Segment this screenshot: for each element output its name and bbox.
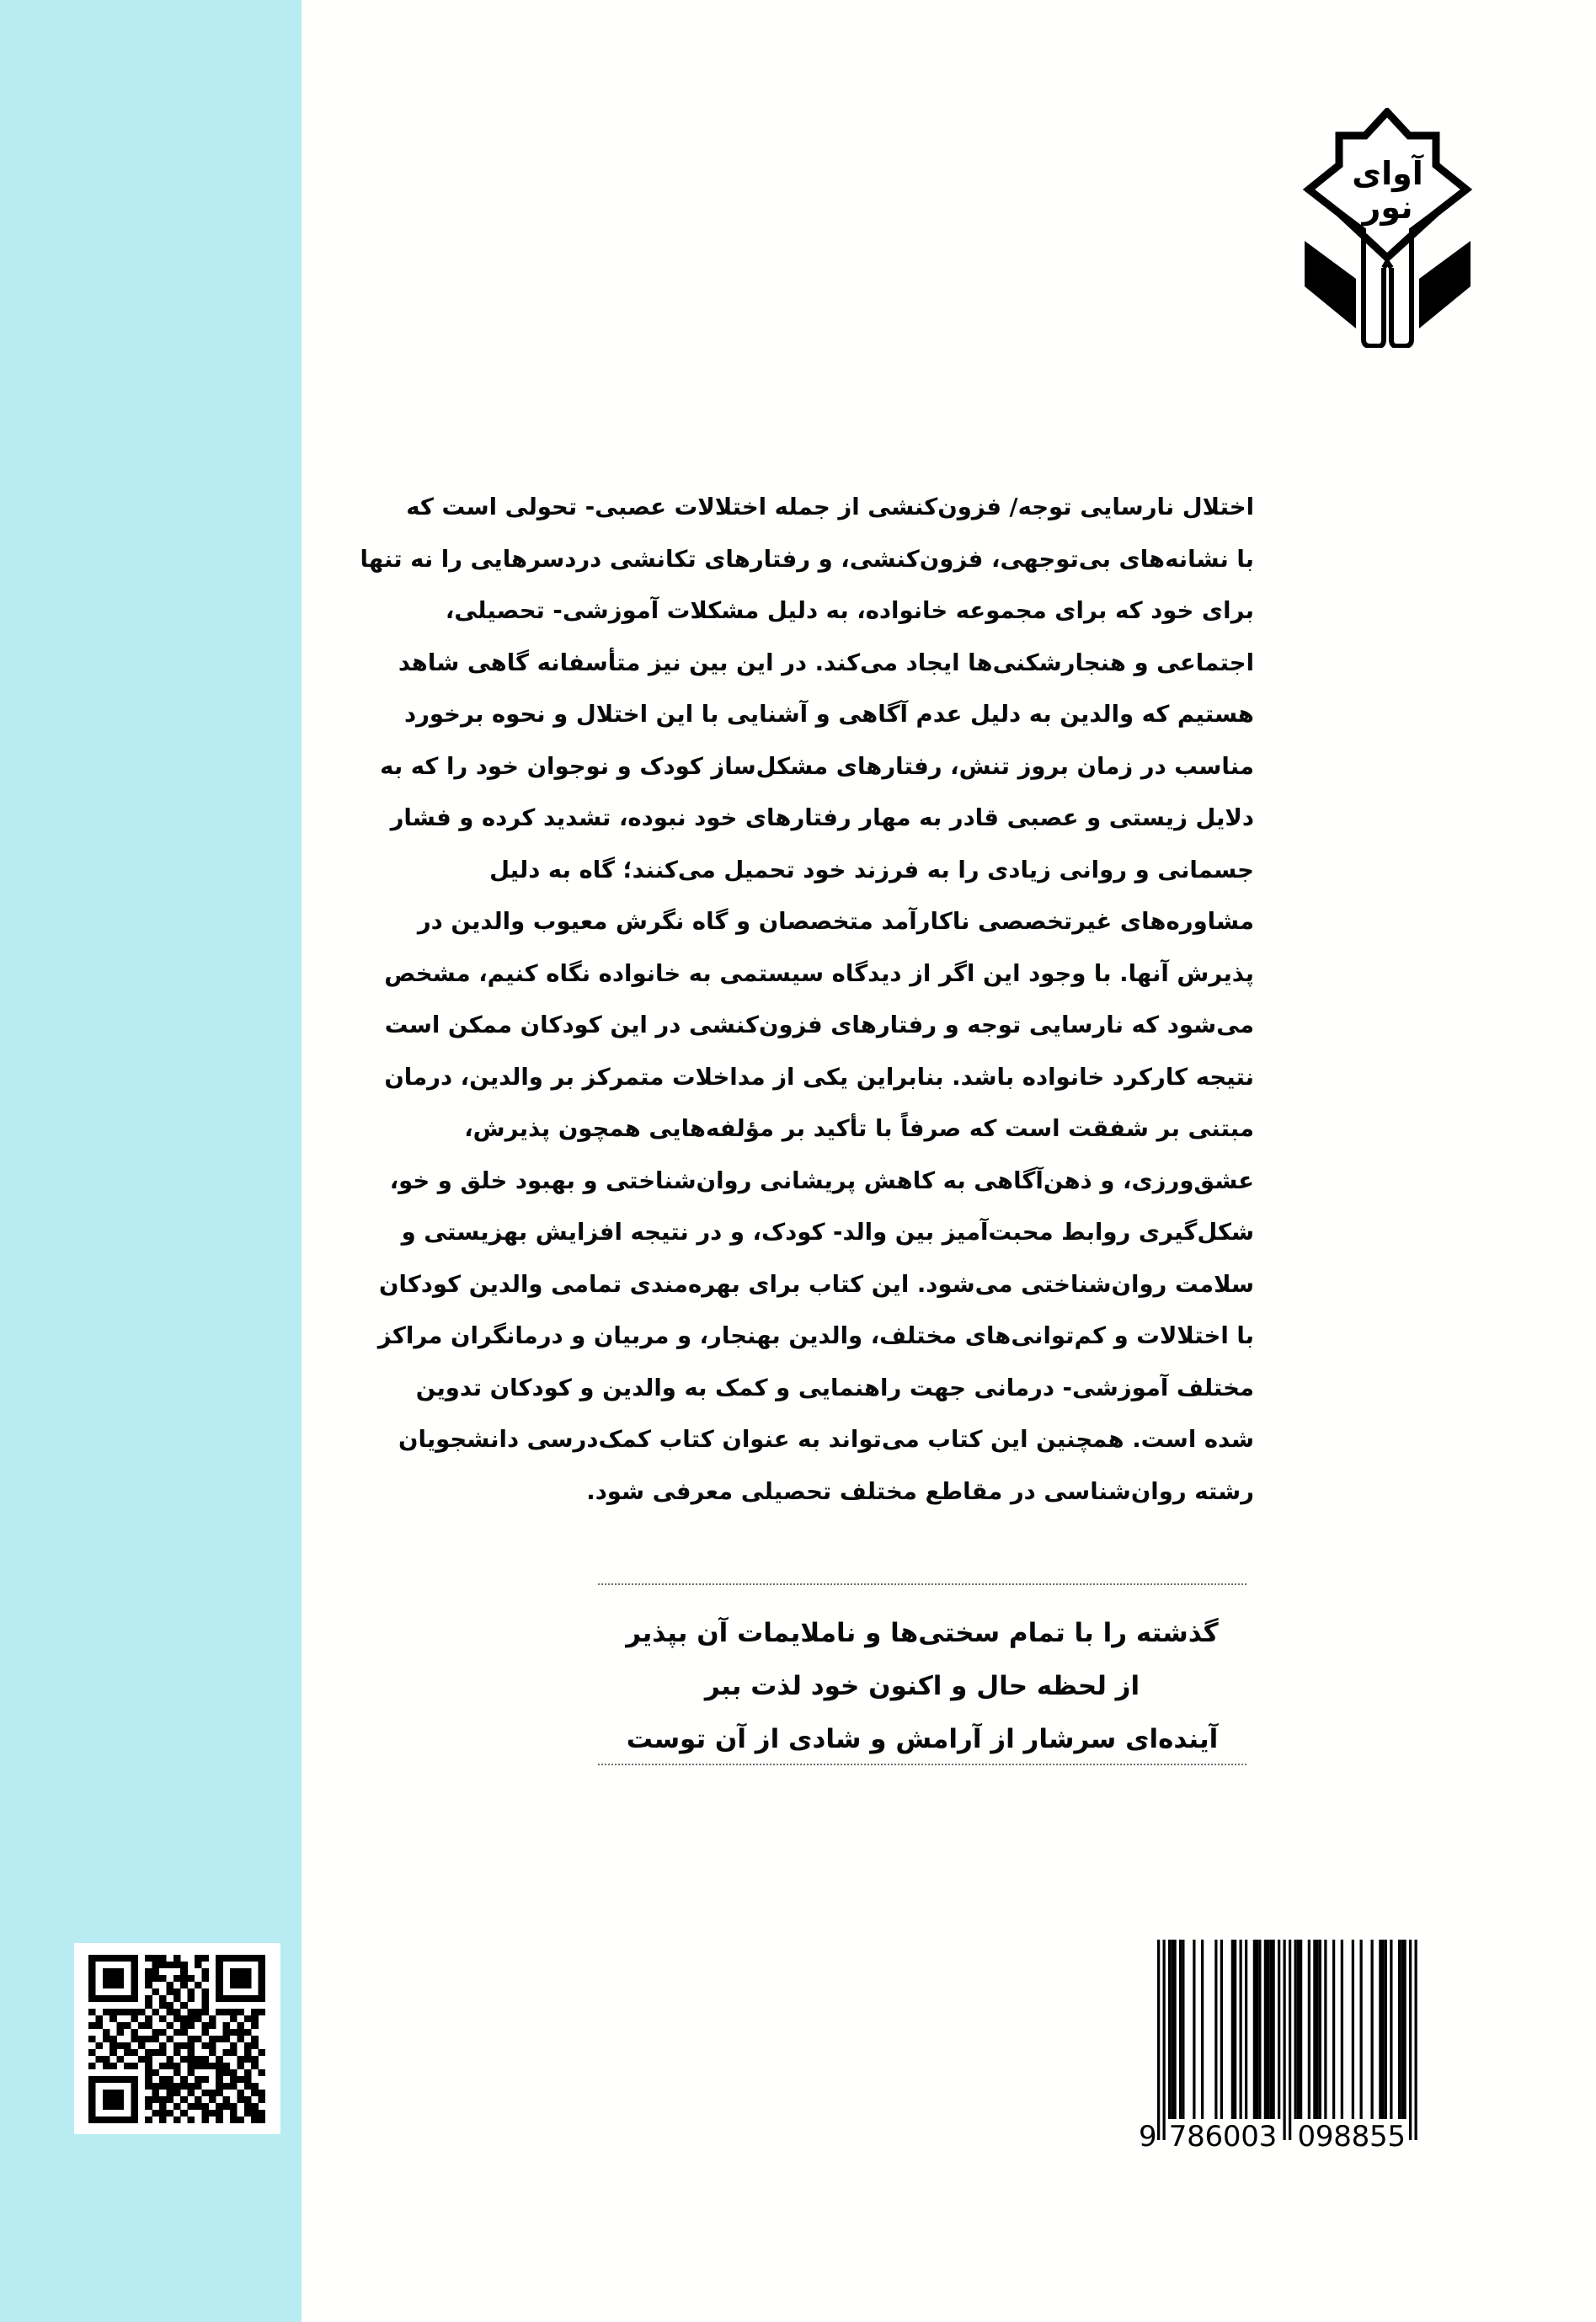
blurb-line: نتیجه کارکرد خانواده باشد. بنابراین یکی از مداخلات متمرکز بر والدین، درمان	[384, 1063, 1254, 1091]
qr-code-icon	[88, 1955, 265, 2123]
blurb-line: اختلال نارسایی توجه/ فزون‌کنشی از جمله اختلالات عصبی- تحولی است که	[406, 494, 1254, 520]
quote-line: از لحظه حال و اکنون خود لذت ببر	[704, 1671, 1140, 1701]
blurb-line: مبتنی بر شفقت است که صرفاً با تأکید بر مؤلفه‌هایی همچون پذیرش،	[464, 1115, 1254, 1142]
publisher-logo-text	[1301, 157, 1474, 224]
blurb-line: جسمانی و روانی زیادی را به فرزند خود تحمیل می‌کنند؛ گاه به دلیل	[489, 856, 1254, 883]
svg-text:786003: 786003	[1168, 2120, 1278, 2154]
book-star-logo-icon	[1301, 108, 1474, 348]
quote-rule-bottom	[598, 1764, 1246, 1765]
blurb-line: شده است. همچنین این کتاب می‌تواند به عنوان کتاب کمک‌درسی دانشجویان	[398, 1426, 1254, 1453]
publisher-logo	[1301, 108, 1474, 348]
blurb-line: عشق‌ورزی، و ذهن‌آگاهی به کاهش پریشانی روان‌شناختی و بهبود خلق و خو،	[389, 1166, 1254, 1194]
blurb-line: رشته روان‌شناسی در مقاطع مختلف تحصیلی معرفی شود.	[586, 1477, 1254, 1505]
blurb-line: مناسب در زمان بروز تنش، رفتارهای مشکل‌ساز کودک و نوجوان خود را که به	[380, 752, 1254, 780]
svg-text:098855: 098855	[1297, 2120, 1406, 2154]
logo-line-2: نور	[1362, 189, 1413, 226]
quote-line: آینده‌ای سرشار از آرامش و شادی از آن توست	[626, 1724, 1219, 1754]
back-cover-blurb	[360, 482, 1254, 1518]
blurb-line: پذیرش آنها. با وجود این اگر از دیدگاه سیستمی به خانواده نگاه کنیم، مشخص	[384, 959, 1254, 987]
logo-line-1: آوای	[1352, 155, 1423, 192]
blurb-line: دلایل زیستی و عصبی قادر به مهار رفتارهای خود نبوده، تشدید کرده و فشار	[390, 804, 1254, 831]
blurb-line: مشاوره‌های غیرتخصصی ناکارآمد متخصصان و گاه نگرش معیوب والدین در	[417, 908, 1254, 935]
blurb-line: سلامت روان‌شناختی می‌شود. این کتاب برای بهره‌مندی تمامی والدین کودکان	[379, 1270, 1254, 1298]
blurb-line: شکل‌گیری روابط محبت‌آمیز بین والد- کودک، و در نتیجه افزایش بهزیستی و	[401, 1219, 1254, 1246]
barcode-icon	[1120, 1937, 1440, 2156]
quote-box	[598, 1583, 1246, 1765]
isbn-barcode	[1120, 1937, 1440, 2156]
blurb-line: مختلف آموزشی- درمانی جهت راهنمایی و کمک به والدین و کودکان تدوین	[415, 1374, 1254, 1401]
quote-line: گذشته را با تمام سختی‌ها و ناملایمات آن بپذیر	[626, 1618, 1219, 1648]
svg-text:9: 9	[1139, 2120, 1157, 2154]
blurb-line: با نشانه‌های بی‌توجهی، فزون‌کنشی، و رفتارهای تکانشی دردسرهایی را نه تنها	[360, 545, 1254, 573]
blurb-line: می‌شود که نارسایی توجه و رفتارهای فزون‌کنشی در این کودکان ممکن است	[384, 1012, 1254, 1038]
qr-code	[74, 1943, 280, 2134]
blurb-line: هستیم که والدین به دلیل عدم آگاهی و آشنایی با این اختلال و نحوه برخورد	[403, 701, 1254, 728]
quote-rule-top	[598, 1583, 1246, 1585]
blurb-line: برای خود که برای مجموعه خانواده، به دلیل مشکلات آموزشی- تحصیلی،	[445, 597, 1254, 624]
blurb-line: با اختلالات و کم‌توانی‌های مختلف، والدین بهنجار، و مربیان و درمانگران مراکز	[377, 1322, 1254, 1349]
blurb-line: اجتماعی و هنجارشکنی‌ها ایجاد می‌کند. در این بین نیز متأسفانه گاهی شاهد	[398, 649, 1254, 676]
